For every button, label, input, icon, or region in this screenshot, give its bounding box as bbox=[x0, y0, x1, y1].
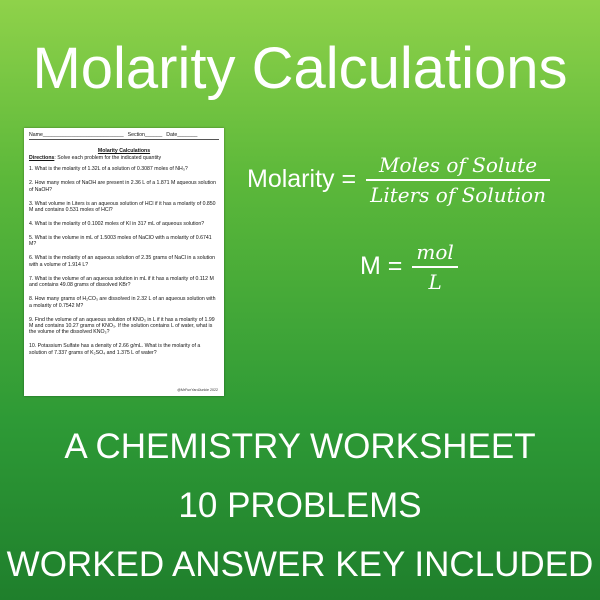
formula-fraction bbox=[412, 240, 457, 294]
worksheet-footer: @MrFunYardJunkie 2022 bbox=[177, 387, 218, 392]
problem-item: 2. How many moles of NaOH are present in 2.36 L of a 1.871 M aqueous solution of NaOH? bbox=[29, 180, 216, 193]
formula-numerator: Moles of Solute bbox=[378, 153, 538, 177]
directions-label: Directions bbox=[29, 154, 55, 161]
short-molarity-formula bbox=[360, 240, 458, 294]
worksheet-directions bbox=[29, 155, 219, 161]
worksheet-preview bbox=[24, 128, 224, 396]
molarity-formula bbox=[247, 153, 550, 207]
tagline-worksheet: A CHEMISTRY WORKSHEET bbox=[64, 427, 536, 466]
name-field-label: Name____________________________ bbox=[29, 132, 124, 138]
problem-item: 7. What is the volume of an aqueous solution in mL if it has a molarity of 0.112 M and contains 49.08 grams of dissolved KBr? bbox=[29, 275, 214, 289]
problem-item: 3. What volume in Liters is an aqueous solution of HCl if it has a molarity of 0.850 M and contains 0.531 moles of HCl? bbox=[29, 200, 216, 214]
formula-denominator: Liters of Solution bbox=[370, 182, 546, 207]
section-field-label: Section______ bbox=[127, 132, 163, 138]
formula-label: Molarity = bbox=[247, 165, 357, 194]
problem-item: 4. What is the molarity of 0.1002 moles of KI in 317 mL of aqueous solution? bbox=[29, 221, 205, 228]
page-title: Molarity Calculations bbox=[32, 36, 568, 101]
worksheet-heading: Molarity Calculations bbox=[97, 148, 151, 155]
fraction-bar bbox=[366, 179, 550, 181]
formula-denominator: L bbox=[428, 269, 442, 294]
formula-numerator: mol bbox=[416, 240, 454, 264]
date-field-label: Date_______ bbox=[166, 132, 198, 138]
directions-text: : Solve each problem for the indicated quantity bbox=[54, 154, 162, 161]
tagline-answer-key: WORKED ANSWER KEY INCLUDED bbox=[6, 545, 594, 584]
worksheet-header bbox=[29, 132, 219, 140]
problem-item: 9. Find the volume of an aqueous solution of KNO₃ in L if it has a molarity of 1.99 M and contains 10.27 grams of KNO₃. If the solution contains L of water, what is the volume of the dissolved KNO₃? bbox=[29, 316, 215, 336]
problem-item: 1. What is the molarity of 1.32L of a solution of 0.3087 moles of NH₃? bbox=[29, 166, 188, 173]
fraction-bar bbox=[412, 266, 457, 268]
problem-list bbox=[29, 166, 219, 356]
problem-item: 6. What is the molarity of an aqueous solution of 2.35 grams of NaCl in a solution with a volume of 1.914 L? bbox=[29, 255, 215, 268]
problem-item: 8. How many grams of H₂CO₃ are dissolved in 2.32 L of an aqueous solution with a molarity of 0.7542 M? bbox=[29, 296, 216, 309]
problem-item: 10. Potassium Sulfate has a density of 2.66 g/mL. What is the molarity of a solution of 7.337 grams of K₂SO₄ and 1.375 L of water? bbox=[29, 343, 201, 356]
formula-label: M = bbox=[360, 252, 403, 281]
tagline-problem-count: 10 PROBLEMS bbox=[178, 486, 422, 525]
formula-fraction bbox=[366, 153, 550, 207]
problem-item: 5. What is the volume in mL of 1.5003 moles of NaClO with a molarity of 0.6741 M? bbox=[29, 235, 212, 248]
